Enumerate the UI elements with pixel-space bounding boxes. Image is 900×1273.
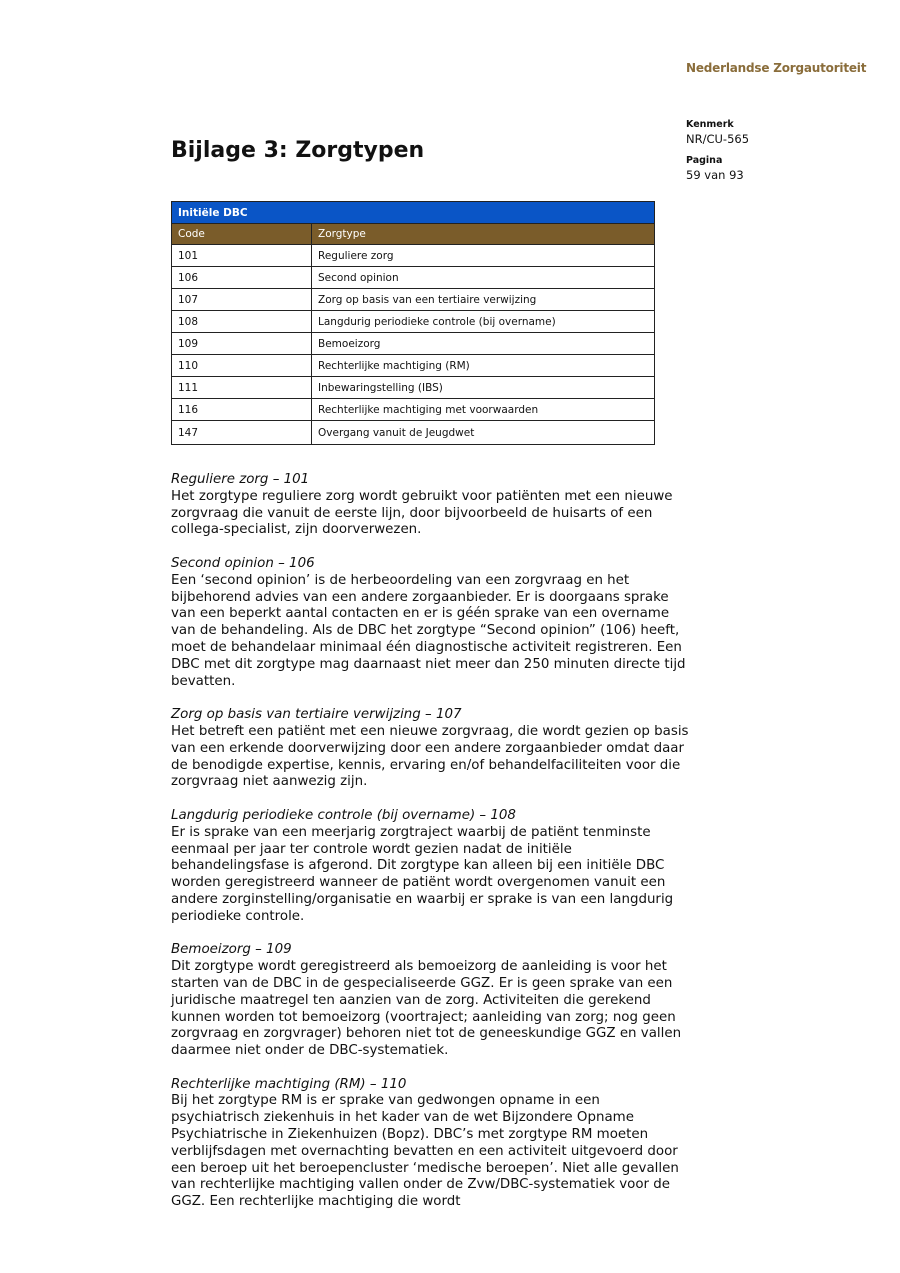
document-meta	[686, 118, 749, 190]
table-row	[172, 289, 655, 311]
section-heading: Rechterlijke machtiging (RM) – 110	[171, 1076, 407, 1092]
cell-code: 107	[172, 289, 312, 311]
cell-zorgtype: Overgang vanuit de Jeugdwet	[312, 421, 655, 445]
cell-zorgtype: Second opinion	[312, 267, 655, 289]
table-row	[172, 421, 655, 445]
pagina-label: Pagina	[686, 155, 723, 166]
section-paragraph: Bij het zorgtype RM is er sprake van gedwongen opname in een psychiatrisch ziekenhuis in het kader van de wet Bijzondere Opname Psychiatrische in Ziekenhuizen (Bopz). DBC’s met zorgtype RM moeten verblijfsdagen met overnachting bevatten en een activiteit uitgevoerd door een beroep uit het beroepencluster ‘medische beroepen’. Niet alle gevallen van rechterlijke machtiging vallen onder de Zvw/DBC-systematiek voor de GGZ. Een rechterlijke machtiging die wordt	[171, 1093, 679, 1210]
table-row	[172, 399, 655, 421]
section-paragraph: Het zorgtype reguliere zorg wordt gebruikt voor patiënten met een nieuwe zorgvraag die vanuit de eerste lijn, door bijvoorbeeld de huisarts of een collega-specialist, zijn doorverwezen.	[171, 488, 673, 538]
section-second-opinion	[171, 556, 691, 690]
table-row	[172, 333, 655, 355]
table-row	[172, 245, 655, 267]
pagina-value: 59 van 93	[686, 168, 744, 182]
cell-code: 110	[172, 355, 312, 377]
kenmerk-label: Kenmerk	[686, 119, 734, 130]
section-heading: Zorg op basis van tertiaire verwijzing – 107	[171, 707, 462, 723]
section-reguliere-zorg	[171, 472, 691, 539]
cell-zorgtype: Rechterlijke machtiging (RM)	[312, 355, 655, 377]
page-title: Bijlage 3: Zorgtypen	[171, 138, 425, 163]
section-heading: Second opinion – 106	[171, 555, 315, 571]
section-paragraph: Het betreft een patiënt met een nieuwe zorgvraag, die wordt gezien op basis van een erkende doorverwijzing door een andere zorgaanbieder omdat daar de benodigde expertise, kennis, ervaring en/of behandelfaciliteiten voor die zorgvraag niet aanwezig zijn.	[171, 723, 689, 790]
section-heading: Langdurig periodieke controle (bij overname) – 108	[171, 807, 516, 823]
section-paragraph: Een ‘second opinion’ is de herbeoordeling van een zorgvraag en het bijbehorend advies van een andere zorgaanbieder. Er is doorgaans sprake van een beperkt aantal contacten en er is géén sprake van een overname van de behandeling. Als de DBC het zorgtype “Second opinion” (106) heeft, moet de behandelaar minimaal één diagnostische activiteit registreren. Een DBC met dit zorgtype mag daarnaast niet meer dan 250 minuten directe tijd bevatten.	[171, 572, 686, 689]
table-row	[172, 311, 655, 333]
cell-code: 106	[172, 267, 312, 289]
brand-name: Nederlandse Zorgautoriteit	[686, 61, 867, 75]
cell-code: 116	[172, 399, 312, 421]
section-heading: Bemoeizorg – 109	[171, 942, 292, 958]
kenmerk-value: NR/CU-565	[686, 132, 750, 146]
section-periodieke-controle	[171, 808, 691, 926]
cell-zorgtype: Inbewaringstelling (IBS)	[312, 377, 655, 399]
section-rechterlijke-machtiging	[171, 1077, 691, 1211]
section-bemoeizorg	[171, 942, 691, 1060]
table-row	[172, 267, 655, 289]
table-row	[172, 377, 655, 399]
section-heading: Reguliere zorg – 101	[171, 472, 310, 487]
column-header-code: Code	[172, 224, 312, 245]
cell-zorgtype: Reguliere zorg	[312, 245, 655, 267]
cell-zorgtype: Bemoeizorg	[312, 333, 655, 355]
table-caption: Initiële DBC	[172, 202, 655, 224]
body-text	[171, 472, 691, 1228]
cell-code: 101	[172, 245, 312, 267]
cell-code: 108	[172, 311, 312, 333]
cell-zorgtype: Langdurig periodieke controle (bij overname)	[312, 311, 655, 333]
section-paragraph: Dit zorgtype wordt geregistreerd als bemoeizorg de aanleiding is voor het starten van de DBC in de gespecialiseerde GGZ. Er is geen sprake van een juridische maatregel ten aanzien van de zorg. Activiteiten die gerekend kunnen worden tot bemoeizorg (voortraject; aanleiding van zorg; nog geen zorgvraag en zorgvrager) behoren niet tot de geneeskundige GGZ en vallen daarmee niet onder de DBC-systematiek.	[171, 959, 682, 1059]
column-header-zorgtype: Zorgtype	[312, 224, 655, 245]
section-paragraph: Er is sprake van een meerjarig zorgtraject waarbij de patiënt tenminste eenmaal per jaar ter controle wordt gezien nadat de initiële behandelingsfase is afgerond. Dit zorgtype kan alleen bij een initiële DBC worden geregistreerd wanneer de patiënt wordt overgenomen vanuit een andere zorginstelling/organisatie en waarbij er sprake is van een langdurig periodieke controle.	[171, 824, 674, 924]
cell-code: 111	[172, 377, 312, 399]
cell-code: 147	[172, 421, 312, 445]
table-row	[172, 355, 655, 377]
cell-zorgtype: Rechterlijke machtiging met voorwaarden	[312, 399, 655, 421]
section-tertiaire-verwijzing	[171, 707, 691, 791]
zorgtypen-table	[171, 201, 655, 445]
cell-zorgtype: Zorg op basis van een tertiaire verwijzing	[312, 289, 655, 311]
cell-code: 109	[172, 333, 312, 355]
